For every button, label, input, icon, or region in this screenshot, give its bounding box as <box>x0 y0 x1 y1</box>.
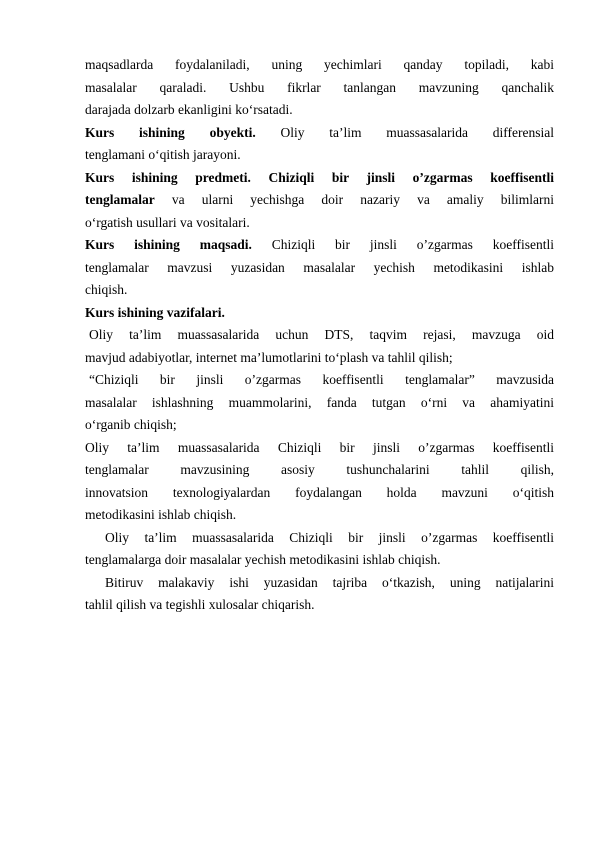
text-line-18: Oliy ta’lim muassasalarida Chiziqli bir jinsli o’zgarmas koeffisentli <box>85 439 554 455</box>
text-line-11: chiqish. <box>85 282 128 297</box>
tasks-heading: Kurs ishining vazifalari. <box>85 304 225 320</box>
text-line-14: mavjud adabiyotlar, internet ma’lumotlarini to‘plash va tahlil qilish; <box>85 349 453 365</box>
object-heading: Kurs ishining obyekti. <box>85 124 256 140</box>
object-text: Oliy ta’lim muassasalarida differensial <box>255 124 554 140</box>
subject-text: va ularni yechishga doir nazariy va amaliy bilimlarni <box>154 192 554 207</box>
text-line-9 <box>85 234 554 257</box>
text-line-25: tahlil qilish va tegishli xulosalar chiqarish. <box>85 597 315 612</box>
text-line-2: masalalar qaraladi. Ushbu fikrlar tanlangan mavzuning qanchalik <box>85 79 554 95</box>
text-line-16: masalalar ishlashning muammolarini, fanda tutgan o‘rni va ahamiyatini <box>85 394 554 410</box>
text-line-1: maqsadlarda foydalaniladi, uning yechimlari qanday topiladi, kabi <box>85 57 554 72</box>
text-line-13: Oliy ta’lim muassasalarida uchun DTS, taqvim rejasi, mavzuga oid <box>89 327 554 342</box>
text-line-4 <box>85 122 554 145</box>
text-line-23: tenglamalarga doir masalalar yechish metodikasini ishlab chiqish. <box>85 552 441 567</box>
goal-heading: Kurs ishining maqsadi. <box>85 237 252 252</box>
text-line-3: darajada dolzarb ekanligini ko‘rsatadi. <box>85 102 293 117</box>
goal-text: Chiziqli bir jinsli o’zgarmas koeffisentli <box>251 237 554 252</box>
text-line-19: tenglamalar mavzusining asosiy tushunchalarini tahlil qilish, <box>85 462 554 477</box>
text-line-17: o‘rganib chiqish; <box>85 417 177 432</box>
text-line-7 <box>85 189 554 212</box>
text-line-21: metodikasini ishlab chiqish. <box>85 507 237 522</box>
text-line-10: tenglamalar mavzusi yuzasidan masalalar yechish metodikasini ishlab <box>85 259 554 275</box>
document-page <box>85 54 554 617</box>
text-line-5: tenglamani o‘qitish jarayoni. <box>85 147 241 162</box>
text-line-8: o‘rgatish usullari va vositalari. <box>85 214 250 230</box>
subject-heading-continued: tenglamalar <box>85 192 155 207</box>
subject-heading-line: Kurs ishining predmeti. Chiziqli bir jinsli o’zgarmas koeffisentli <box>85 169 554 185</box>
text-line-15: “Chiziqli bir jinsli o’zgarmas koeffisentli tenglamalar” mavzusida <box>89 372 554 387</box>
text-line-20: innovatsion texnologiyalardan foydalangan holda mavzuni o‘qitish <box>85 484 554 500</box>
text-line-24: Bitiruv malakaviy ishi yuzasidan tajriba o‘tkazish, uning natijalarini <box>105 574 554 590</box>
text-line-22: Oliy ta’lim muassasalarida Chiziqli bir jinsli o’zgarmas koeffisentli <box>105 529 554 545</box>
